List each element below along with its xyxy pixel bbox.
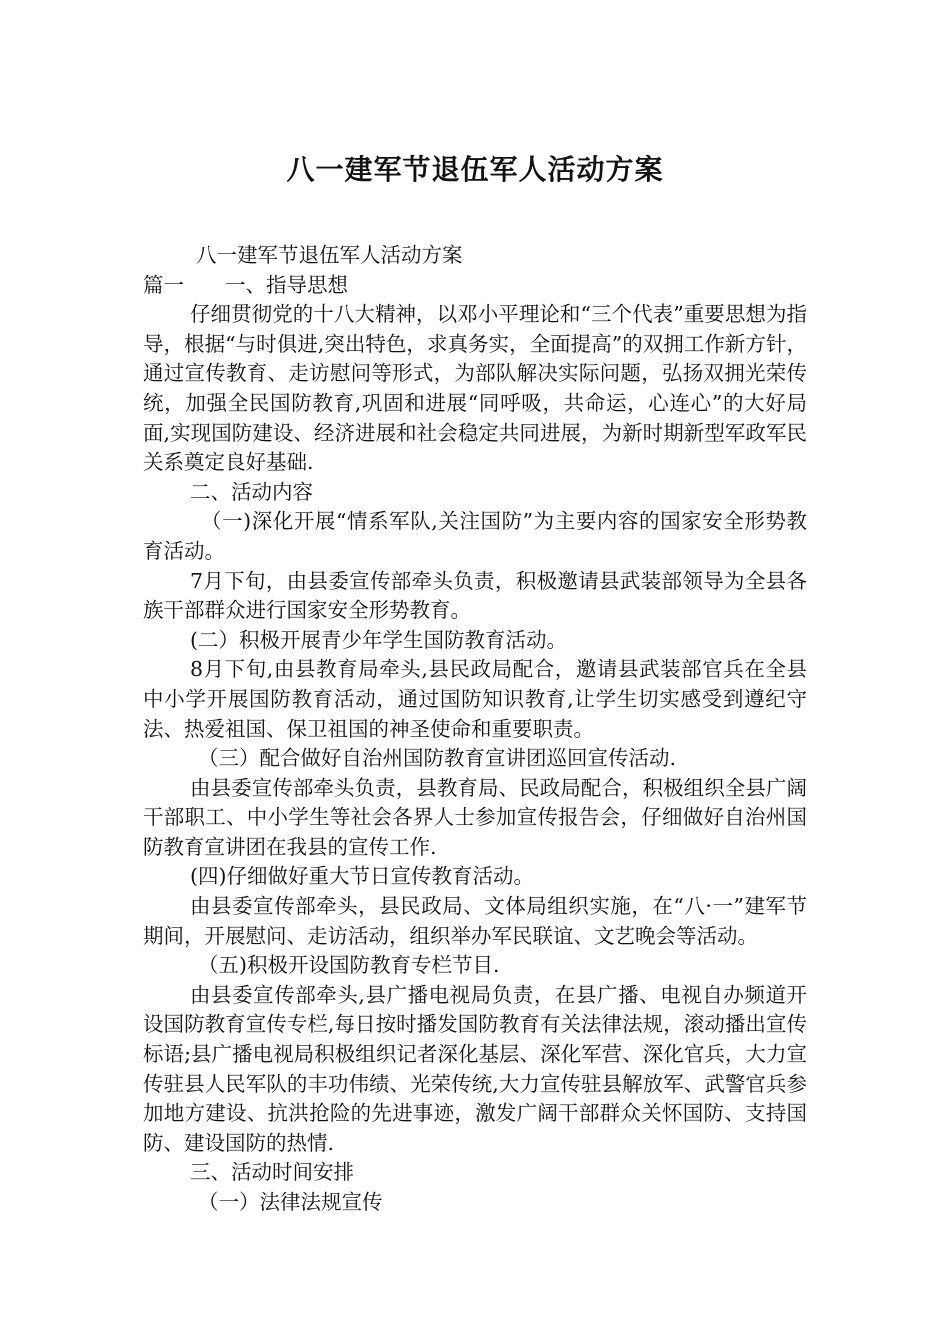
sub4-body: 由县委宣传部牵头，县民政局、文体局组织实施，在“八·一”建军节期间，开展慰问、走访活动，组织举办军民联谊、文艺晚会等活动。	[143, 894, 807, 948]
sub4-heading: (四)仔细做好重大节日宣传教育活动。	[190, 864, 534, 889]
sub1-body: 7月下旬，由县委宣传部牵头负责，积极邀请县武装部领导为全县各族干部群众进行国家安全形势教育。	[143, 568, 807, 623]
sub3-heading: （三）配合做好自治州国防教育宣讲团巡回宣传活动.	[198, 746, 677, 771]
sub5-body: 由县委宣传部牵头,县广播电视局负责，在县广播、电视自办频道开设国防教育宣传专栏,每日按时播发国防教育有关法律法规，滚动播出宣传标语;县广播电视局积极组织记者深化基层、深化军营、深化官兵，大力宣传驻县人民军队的丰功伟绩、光荣传统,大力宣传驻县解放军、武警官兵参加地方建设、抗洪抢险的先进事迹，激发广阔干部群众关怀国防、支持国防、建设国防的热情.	[143, 982, 807, 1155]
document-title: 八一建军节退伍军人活动方案	[286, 153, 664, 186]
chapter-label: 篇一	[143, 272, 184, 297]
sub2-heading: (二）积极开展青少年学生国防教育活动。	[190, 627, 567, 652]
chapter-line	[143, 271, 807, 301]
content-heading: 二、活动内容	[190, 479, 313, 504]
document-body	[143, 241, 807, 1218]
sub1-heading: （一)深化开展“情系军队,关注国防”为主要内容的国家安全形势教育活动。	[143, 509, 807, 563]
document-subtitle: 八一建军节退伍军人活动方案	[196, 243, 463, 267]
sub2-body: 8月下旬,由县教育局牵头,县民政局配合，邀请县武装部官兵在全县中小学开展国防教育活动，通过国防知识教育,让学生切实感受到遵纪守法、热爱祖国、保卫祖国的神圣使命和重要职责。	[143, 657, 807, 741]
sub5-heading: （五)积极开设国防教育专栏节目.	[198, 953, 500, 978]
schedule-heading: 三、活动时间安排	[190, 1160, 354, 1185]
guiding-paragraph: 仔细贯彻党的十八大精神，以邓小平理论和“三个代表”重要思想为指导，根据“与时俱进,突出特色，求真务实，全面提高”的双拥工作新方针，通过宣传教育、走访慰问等形式，为部队解决实际问题，弘扬双拥光荣传统，加强全民国防教育,巩固和进展“同呼吸，共命运，心连心”的大好局面,实现国防建设、经济进展和社会稳定共同进展，为新时期新型军政军民关系奠定良好基础.	[143, 302, 807, 475]
guiding-heading: 一、指导思想	[225, 272, 348, 297]
schedule-sub1-heading: （一）法律法规宣传	[198, 1190, 383, 1214]
sub3-body: 由县委宣传部牵头负责，县教育局、民政局配合，积极组织全县广阔干部职工、中小学生等社会各界人士参加宣传报告会，仔细做好自治州国防教育宣讲团在我县的宣传工作.	[143, 775, 807, 859]
